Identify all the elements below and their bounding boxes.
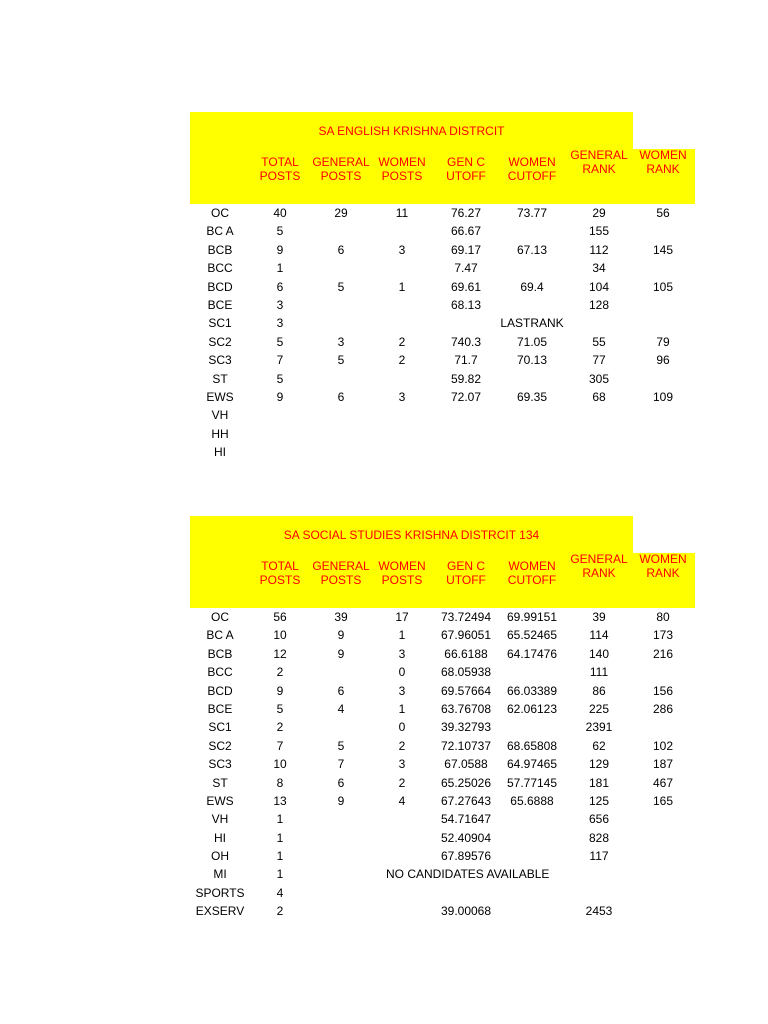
cell-category: SC1 (208, 316, 232, 331)
cell-women-posts: 0 (398, 665, 406, 680)
cell-total-posts: 1 (276, 849, 284, 864)
cell-category: MI (213, 867, 227, 882)
cell-total-posts: 5 (276, 371, 284, 386)
table-row (190, 370, 695, 388)
cell-category: BC A (206, 224, 234, 239)
table-row (190, 829, 695, 847)
table-row (190, 884, 695, 902)
cell-women-cutoff: LASTRANK (500, 316, 564, 331)
cell-women-posts: 1 (398, 279, 406, 294)
cell-total-posts: 2 (276, 904, 284, 919)
header-line: RANK (646, 566, 680, 580)
header-general-posts (312, 155, 369, 183)
cell-category: HH (211, 426, 229, 441)
cell-women-rank: 105 (652, 279, 674, 294)
cell-category: EXSERV (195, 904, 245, 919)
cell-general-posts: 6 (337, 775, 345, 790)
cell-women-cutoff: 64.97465 (506, 757, 558, 772)
cell-general-posts: 9 (337, 793, 345, 808)
table-row (190, 296, 695, 314)
cell-category: BCE (207, 701, 233, 716)
cell-gen-cutoff: 76.27 (450, 206, 482, 220)
header-line: UTOFF (446, 573, 486, 587)
cell-women-rank: 156 (652, 683, 674, 698)
cell-women-cutoff: 68.65808 (506, 738, 558, 753)
cell-gen-cutoff: 66.67 (450, 224, 482, 239)
table-row (190, 810, 695, 828)
table-row (190, 241, 695, 259)
cell-category: OC (211, 206, 229, 220)
cell-gen-cutoff: 67.96051 (440, 628, 492, 643)
cell-general-rank: 125 (588, 793, 610, 808)
cell-gen-cutoff: 52.40904 (440, 830, 492, 845)
header-line: CUTOFF (507, 169, 557, 183)
table-row (190, 682, 695, 700)
cell-total-posts: 9 (276, 389, 284, 404)
header-line: WOMEN (639, 552, 687, 566)
header-women-cutoff (508, 559, 556, 587)
cell-general-rank: 86 (592, 683, 606, 698)
cell-total-posts: 1 (276, 812, 284, 827)
cell-gen-cutoff: 68.05938 (440, 665, 492, 680)
header-line: TOTAL (261, 559, 299, 573)
cell-total-posts: 1 (276, 867, 284, 882)
header-line: WOMEN (378, 155, 426, 169)
cell-general-posts: 9 (337, 646, 345, 661)
cell-general-rank: 62 (592, 738, 606, 753)
cell-gen-cutoff: 68.13 (450, 297, 482, 312)
cell-women-rank: 80 (656, 610, 670, 624)
table-row (190, 718, 695, 736)
cell-general-posts: 6 (337, 389, 345, 404)
cell-category: ST (212, 775, 228, 790)
cell-women-posts: 11 (395, 206, 409, 220)
cell-total-posts: 5 (276, 334, 284, 349)
cell-category: BC A (206, 628, 234, 643)
header-total-posts (260, 559, 301, 587)
cell-women-cutoff: 69.4 (520, 279, 544, 294)
cell-category: BCC (207, 261, 233, 276)
table-row (190, 278, 695, 296)
cell-general-posts: 4 (337, 701, 345, 716)
table-row (190, 700, 695, 718)
cell-women-rank: 79 (656, 334, 670, 349)
cell-total-posts: 13 (273, 793, 287, 808)
cell-women-posts: 3 (398, 683, 406, 698)
cell-gen-cutoff: 54.71647 (440, 812, 492, 827)
cell-category: BCE (207, 297, 233, 312)
header-line: WOMEN (508, 559, 556, 573)
cell-women-posts: 4 (398, 793, 406, 808)
table-title: SA SOCIAL STUDIES KRISHNA DISTRCIT 134 (190, 516, 633, 553)
table-row (190, 737, 695, 755)
cell-general-posts: 3 (337, 334, 345, 349)
cell-general-posts: 6 (337, 242, 345, 257)
cell-gen-cutoff: 67.0588 (444, 757, 488, 772)
cell-category: ST (212, 371, 228, 386)
table-row (190, 314, 695, 332)
cell-total-posts: 5 (276, 224, 284, 239)
cell-women-posts: 2 (398, 738, 406, 753)
header-line: RANK (582, 566, 616, 580)
cell-women-rank: 467 (652, 775, 674, 790)
header-line: POSTS (320, 573, 362, 587)
cell-general-posts: 5 (337, 738, 345, 753)
table-row (190, 406, 695, 424)
cell-category: OH (211, 849, 229, 864)
cell-category: BCC (207, 665, 233, 680)
table-row (190, 222, 695, 240)
cell-general-rank: 112 (589, 242, 609, 257)
header-line: GENERAL (570, 148, 628, 162)
table-row (190, 388, 695, 406)
cell-total-posts: 9 (276, 242, 284, 257)
cell-gen-cutoff: 67.89576 (440, 849, 492, 864)
cell-gen-cutoff: 39.32793 (440, 720, 492, 735)
cell-women-posts: 3 (398, 389, 406, 404)
header-line: POSTS (320, 169, 362, 183)
header-line: WOMEN (639, 148, 687, 162)
cell-total-posts: 1 (276, 830, 284, 845)
cell-category: SC1 (208, 720, 232, 735)
cell-category: OC (211, 610, 229, 624)
cell-general-rank: 140 (588, 646, 610, 661)
cell-general-rank: 117 (589, 849, 609, 864)
header-women-posts (378, 155, 425, 183)
cell-women-cutoff: 67.13 (516, 242, 548, 257)
cell-general-posts: 5 (337, 353, 345, 368)
header-gen-cutoff (446, 155, 486, 183)
cell-total-posts: 7 (276, 353, 284, 368)
cell-total-posts: 9 (276, 683, 284, 698)
table-row (190, 755, 695, 773)
cell-category: EWS (206, 389, 234, 404)
cell-women-posts: 2 (398, 353, 406, 368)
cell-general-rank: 114 (589, 628, 609, 643)
cell-general-posts: 29 (334, 206, 348, 220)
header-women-rank (639, 148, 686, 176)
cell-women-rank: 109 (652, 389, 674, 404)
header-gen-cutoff (446, 559, 486, 587)
cell-women-rank: 286 (652, 701, 674, 716)
cell-general-rank: 77 (592, 353, 606, 368)
cell-gen-cutoff: 7.47 (454, 261, 478, 276)
table-row (190, 259, 695, 277)
cell-category: BCD (207, 279, 233, 294)
header-women-cutoff (508, 155, 556, 183)
header-line: GEN C (446, 559, 485, 573)
cell-general-posts: 5 (337, 279, 345, 294)
cell-women-posts: 3 (398, 646, 406, 661)
cell-total-posts: 40 (273, 206, 287, 220)
cell-gen-cutoff: 67.27643 (440, 793, 492, 808)
cell-general-posts: 39 (334, 610, 348, 624)
cell-general-rank: 34 (592, 261, 606, 276)
table-row (190, 204, 695, 222)
cell-general-rank: 656 (588, 812, 610, 827)
cell-total-posts: 7 (276, 738, 284, 753)
cell-women-cutoff: 65.6888 (510, 793, 554, 808)
header-line: CUTOFF (507, 573, 557, 587)
cell-general-rank: 155 (588, 224, 610, 239)
cell-women-cutoff: 69.99151 (506, 610, 558, 624)
table-row (190, 645, 695, 663)
cell-general-rank: 305 (588, 371, 610, 386)
cell-women-rank: 216 (652, 646, 674, 661)
table-row (190, 847, 695, 865)
table-row (190, 902, 695, 920)
header-line: GENERAL (570, 552, 628, 566)
table-row (190, 425, 695, 443)
table-row (190, 608, 695, 626)
cell-category: VH (211, 408, 229, 423)
cell-category: HI (214, 830, 226, 845)
table-row (190, 351, 695, 369)
cell-general-rank: 128 (588, 297, 610, 312)
cell-women-rank: 102 (652, 738, 674, 753)
cell-women-cutoff: 69.35 (516, 389, 548, 404)
header-line: POSTS (259, 573, 301, 587)
cell-total-posts: 2 (276, 720, 284, 735)
cell-category: SC3 (208, 757, 232, 772)
header-line: RANK (582, 162, 616, 176)
cell-women-posts: 1 (398, 628, 406, 643)
cell-total-posts: 12 (273, 646, 287, 661)
cell-women-cutoff: 62.06123 (506, 701, 558, 716)
cell-women-rank: 56 (656, 206, 670, 220)
cell-gen-cutoff: 72.07 (450, 389, 482, 404)
table-row (190, 626, 695, 644)
cell-women-posts: 3 (398, 757, 406, 772)
cell-women-cutoff: 66.03389 (506, 683, 558, 698)
cell-total-posts: 8 (276, 775, 284, 790)
cell-gen-cutoff: 73.72494 (440, 610, 492, 624)
cell-women-rank: 96 (656, 353, 670, 368)
cell-women-cutoff: 73.77 (516, 206, 548, 220)
cell-category: SC2 (208, 738, 232, 753)
cell-category: BCB (207, 242, 233, 257)
cell-total-posts: 3 (276, 316, 284, 331)
cell-total-posts: 3 (276, 297, 284, 312)
cell-category: HI (214, 445, 226, 460)
cell-general-posts: 6 (337, 683, 345, 698)
cell-general-rank: 39 (592, 610, 606, 624)
cell-gen-cutoff: 39.00068 (440, 904, 492, 919)
header-line: GENERAL (312, 155, 370, 169)
cell-women-posts: 1 (398, 701, 406, 716)
header-line: WOMEN (378, 559, 426, 573)
cell-category: BCD (207, 683, 233, 698)
cell-category: VH (211, 812, 229, 827)
cell-general-posts: 7 (337, 757, 345, 772)
cell-gen-cutoff: 65.25026 (440, 775, 492, 790)
cell-general-rank: 29 (592, 206, 606, 220)
header-women-posts (378, 559, 425, 587)
cell-total-posts: 5 (276, 701, 284, 716)
cell-women-rank: 145 (652, 242, 674, 257)
table-title: SA ENGLISH KRISHNA DISTRCIT (190, 112, 633, 149)
cell-gen-cutoff: 69.17 (450, 242, 482, 257)
cell-total-posts: 10 (273, 628, 287, 643)
cell-women-posts: 2 (398, 775, 406, 790)
cell-gen-cutoff: 71.7 (454, 353, 478, 368)
cell-women-cutoff: 64.17476 (506, 646, 558, 661)
header-general-posts (312, 559, 369, 587)
cell-total-posts: 2 (276, 665, 284, 680)
cell-category: SPORTS (195, 885, 245, 900)
cell-category: SC3 (208, 353, 232, 368)
header-line: POSTS (381, 573, 423, 587)
cell-women-posts: 17 (395, 610, 409, 624)
cell-general-posts: 9 (337, 628, 345, 643)
cell-general-rank: 225 (588, 701, 610, 716)
cell-total-posts: 4 (276, 885, 284, 900)
cell-women-rank: 187 (652, 757, 674, 772)
header-line: TOTAL (261, 155, 299, 169)
header-women-rank (639, 552, 686, 580)
cell-total-posts: 6 (276, 279, 284, 294)
cell-women-cutoff: 71.05 (516, 334, 548, 349)
header-line: POSTS (381, 169, 423, 183)
cell-general-rank: 2391 (585, 720, 613, 735)
cell-general-rank: 55 (592, 334, 606, 349)
cell-women-cutoff: 70.13 (516, 353, 548, 368)
cell-gen-cutoff: 69.61 (450, 279, 482, 294)
cell-gen-cutoff: 72.10737 (440, 738, 492, 753)
cell-gen-cutoff: 69.57664 (440, 683, 492, 698)
cell-category: BCB (207, 646, 233, 661)
header-line: UTOFF (446, 169, 486, 183)
header-line: GEN C (446, 155, 485, 169)
table-row (190, 333, 695, 351)
cell-general-rank: 2453 (585, 904, 613, 919)
cell-category: EWS (206, 793, 234, 808)
header-line: POSTS (259, 169, 301, 183)
table-row (190, 774, 695, 792)
cell-women-cutoff: 57.77145 (506, 775, 558, 790)
cell-gen-cutoff: 740.3 (450, 334, 482, 349)
cell-general-rank: 104 (588, 279, 610, 294)
cell-general-rank: 828 (588, 830, 610, 845)
header-line: RANK (646, 162, 680, 176)
header-line: WOMEN (508, 155, 556, 169)
header-line: GENERAL (312, 559, 370, 573)
cell-gen-cutoff: 59.82 (450, 371, 482, 386)
cell-general-rank: 68 (592, 389, 606, 404)
no-candidates-note: NO CANDIDATES AVAILABLE (386, 867, 550, 881)
cell-gen-cutoff: 66.6188 (444, 646, 488, 661)
cell-women-rank: 165 (652, 793, 674, 808)
table-row (190, 443, 695, 461)
cell-women-rank: 173 (652, 628, 674, 643)
cell-gen-cutoff: 63.76708 (440, 701, 492, 716)
cell-total-posts: 1 (276, 261, 284, 276)
cell-general-rank: 181 (588, 775, 610, 790)
cell-women-posts: 3 (398, 242, 406, 257)
cell-women-cutoff: 65.52465 (506, 628, 558, 643)
header-general-rank (570, 552, 627, 580)
cell-total-posts: 56 (273, 610, 287, 624)
header-total-posts (260, 155, 301, 183)
header-general-rank (570, 148, 627, 176)
cell-general-rank: 129 (588, 757, 610, 772)
table-row (190, 663, 695, 681)
table-row (190, 792, 695, 810)
cell-women-posts: 0 (398, 720, 406, 735)
table-body (190, 204, 695, 461)
cell-general-rank: 111 (589, 665, 609, 680)
cell-women-posts: 2 (398, 334, 406, 349)
cell-total-posts: 10 (273, 757, 287, 772)
cell-category: SC2 (208, 334, 232, 349)
